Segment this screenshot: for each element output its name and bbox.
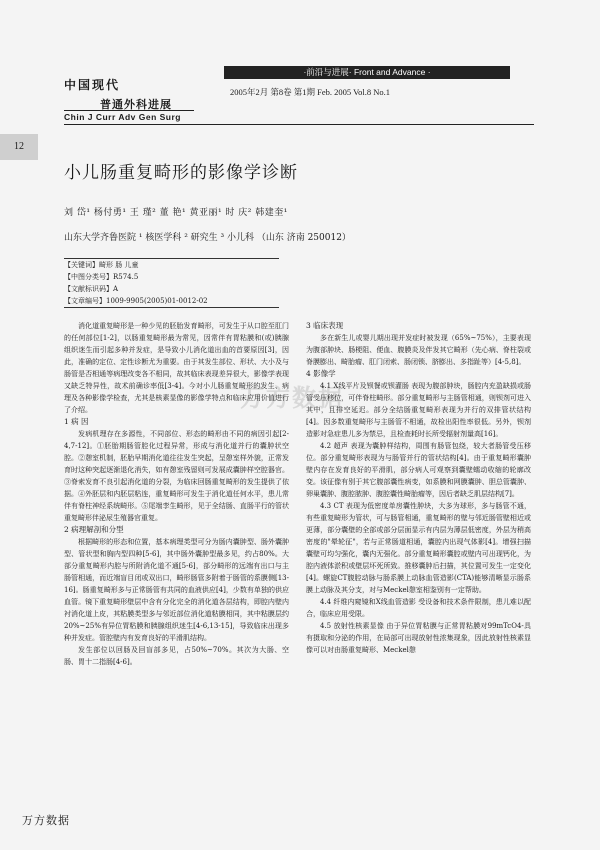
paragraph: 4.1 X线平片及钡餐或钡灌肠 表现为腹部肿块，肠腔内充盈缺损或肠管受压移位，可伴脊柱畸形。部分重复畸形与主肠管相通，则钡剂可进入其中，且排空延迟。部分全结肠重复畸形表现为并行的双排管状结构[4]。因多数重复畸形与主肠管不相通，故检出阳性率很低。另外，钡剂造影对急症患儿多为禁忌，且检查耗时长所受辐射剂量高[16]。 [306,382,531,438]
keywords: 【关键词】畸形 肠 儿童 [64,261,139,269]
section-heading: 2 病理解剖和分型 [64,525,124,534]
paragraph: 消化道重复畸形是一种少见的胚胎发育畸形，可发生于从口腔至肛门的任何部位[1-2]，以肠重复畸形最为常见，因常伴有胃粘膜和(或)胰腺组织迷生而引起多种并发症，是导致小儿消化道出血的首要原因[3]，因此，准确的定位、定性诊断尤为重要。由于其发生部位、形状、大小及与肠管是否相通等病理改变各不相同，故其临床表现差异很大，影像学表现又缺乏特异性，故术前确诊率低[3-4]。今对小儿肠重复畸形的发生、病理及各种影像学检查，尤其是核素显像的影像学特点和临床应用价值进行了介绍。 [64,322,289,414]
issue-info: 2005年2月 第8卷 第1期 Feb. 2005 Vol.8 No.1 [230,87,391,97]
paragraph: 多在新生儿或婴儿期出现并发症时被发现（65%~75%），主要表现为腹部肿块、肠梗阻、便血、腹膜炎及伴发其它畸形（先心病、脊柱裂或脊膜膨出、畸胎瘤、肛门闭索、肠闭锁、脐膨出、多指趾等）[4-5,8]。 [306,334,531,366]
journal-title-cn: 中国现代 [64,78,121,92]
section-heading: 4 影像学 [306,369,336,378]
section-heading: 3 临床表现 [306,321,344,330]
section-banner: ·前沿与进展· Front and Advance · [224,66,510,79]
journal-title-cn-sub: 普通外科进展 [100,98,172,111]
paragraph: 发病机理存在多源性，不同部位、形态的畸形由不同的病因引起[2-4,7-12]。①胚胎期肠管腔化过程异常，形成与消化道并行的囊肿状空腔。②憩室机制，胚胎早期消化道往往发生突起，呈憩室样外貌，正常发育时这种突起逐渐退化消失，如有憩室残留则可发展成囊肿样空腔器官。③脊索发育不良引起消化道的分裂，为临床回肠重复畸形的发生提供了依据。④外胚层和内胚层粘连，重复畸形可发生于消化道任何水平，患儿常伴有脊柱神经系统畸形。⑤尾端孪生畸形，见于全结肠、直肠平行的管状重复畸形伴泌尿生殖器官重复。 [64,430,289,522]
masthead-rule-bottom [64,124,534,125]
article-id: 【文章编号】1009-9905(2005)01-0012-02 [64,297,208,305]
body-column-right [306,320,531,656]
article-meta-box [64,256,279,308]
paragraph: 根据畸形的形态和位置，基本病理类型可分为肠内囊肿型、肠外囊肿型、管状型和胸内型四种[5-6]，其中肠外囊肿型最多见，约占80%。大部分重复畸形内腔与所附消化道不通[5-6]，部分畸形的远端有出口与主肠管相通，而近端盲目闭或双出口，畸形肠管多附着于肠管的系膜侧[13-16]。肠重复畸形多与正常肠管有共同的血液供应[4]，少数有单独的供应血管。镜下重复畸形壁层中含有分化完全的消化道各层结构，即腔内壁内衬消化道上皮，其粘膜类型多与邻近部位消化道粘膜相同，其中粘膜层约20%~25%有异位胃粘膜和胰腺组织迷生[4-6,13-15]，导致临床出现多种并发症。管腔壁内有发育良好的平滑肌结构。 [64,538,289,642]
paragraph: 4.3 CT 表现为低密度单房囊性肿块，大多为球形，多与肠管不通，有些重复畸形为管状，可与肠管相通，重复畸形的壁与邻近肠管壁相近或更薄，部分囊壁的全部或部分层面显示有内层为薄层低密度，外层为稍高密度的"晕轮征"，若与正常肠道相通，囊腔内出现气体影[4]。增强扫描囊壁可均匀强化，囊内无强化。部分重复畸形囊腔或壁内可出现钙化，为腔内液体淤积或壁层坏死所致。推移囊肿后扫描，其位置可发生一定变化[4]。螺旋CT腹腔动脉与肠系膜上动脉血管造影(CTA)能够清晰显示肠系膜上动脉及其分支，对与Meckel憩室相鉴别有一定帮助。 [306,502,531,594]
author-list: 刘 岱¹ 杨付勇¹ 王 瑾² 董 艳¹ 黄亚丽¹ 时 庆² 韩建奎¹ [64,208,288,218]
section-heading: 1 病 因 [64,417,89,426]
paragraph: 4.4 纤维内窥镜和X线血管造影 受设备和技术条件限制，患儿难以配合，临床应用受限。 [306,598,531,618]
paragraph: 4.2 超声 表现为囊肿样结构，周围有肠管包绕，较大者肠管受压移位。部分重复畸形表现为与肠管并行的管状结构[4]。由于重复畸形囊肿壁内存在发育良好的平滑肌，部分病人可观察到囊壁蠕动收缩的轮廓改变。该征像有别于其它腹部囊性病变，如系膜和网膜囊肿、胆总管囊肿、卵巢囊肿、腹腔脓肿、腹腔囊性畸胎瘤等，因后者缺乏肌层结构[7]。 [306,442,531,498]
footer-logo: 万方数据 [22,814,70,827]
article-title: 小儿肠重复畸形的影像学诊断 [64,163,298,183]
watermark: 万方数据 [240,384,344,412]
paragraph: 发生部位以回肠及回盲部多见，占50%~70%。其次为大肠、空肠、胃十二指肠[4-6]。 [64,646,289,666]
paragraph: 4.5 放射性核素显像 由于异位胃粘膜与正常胃粘膜对99mTcO4-具有摄取和分泌的作用，在局部可出现放射性浓集现象，因此放射性核素显像可以对由肠重复畸形、Meckel憩 [306,622,531,654]
clc-number: 【中图分类号】R574.5 [64,273,139,281]
body-column-left [64,320,289,668]
document-code: 【文献标识码】A [64,285,119,293]
page-number: 12 [0,134,38,160]
meta-rule-bottom [64,307,279,308]
journal-title-en: Chin J Curr Adv Gen Surg [64,112,182,122]
affiliation: 山东大学齐鲁医院 ¹ 核医学科 ² 研究生 ³ 小儿科 （山东 济南 250012） [64,233,351,243]
